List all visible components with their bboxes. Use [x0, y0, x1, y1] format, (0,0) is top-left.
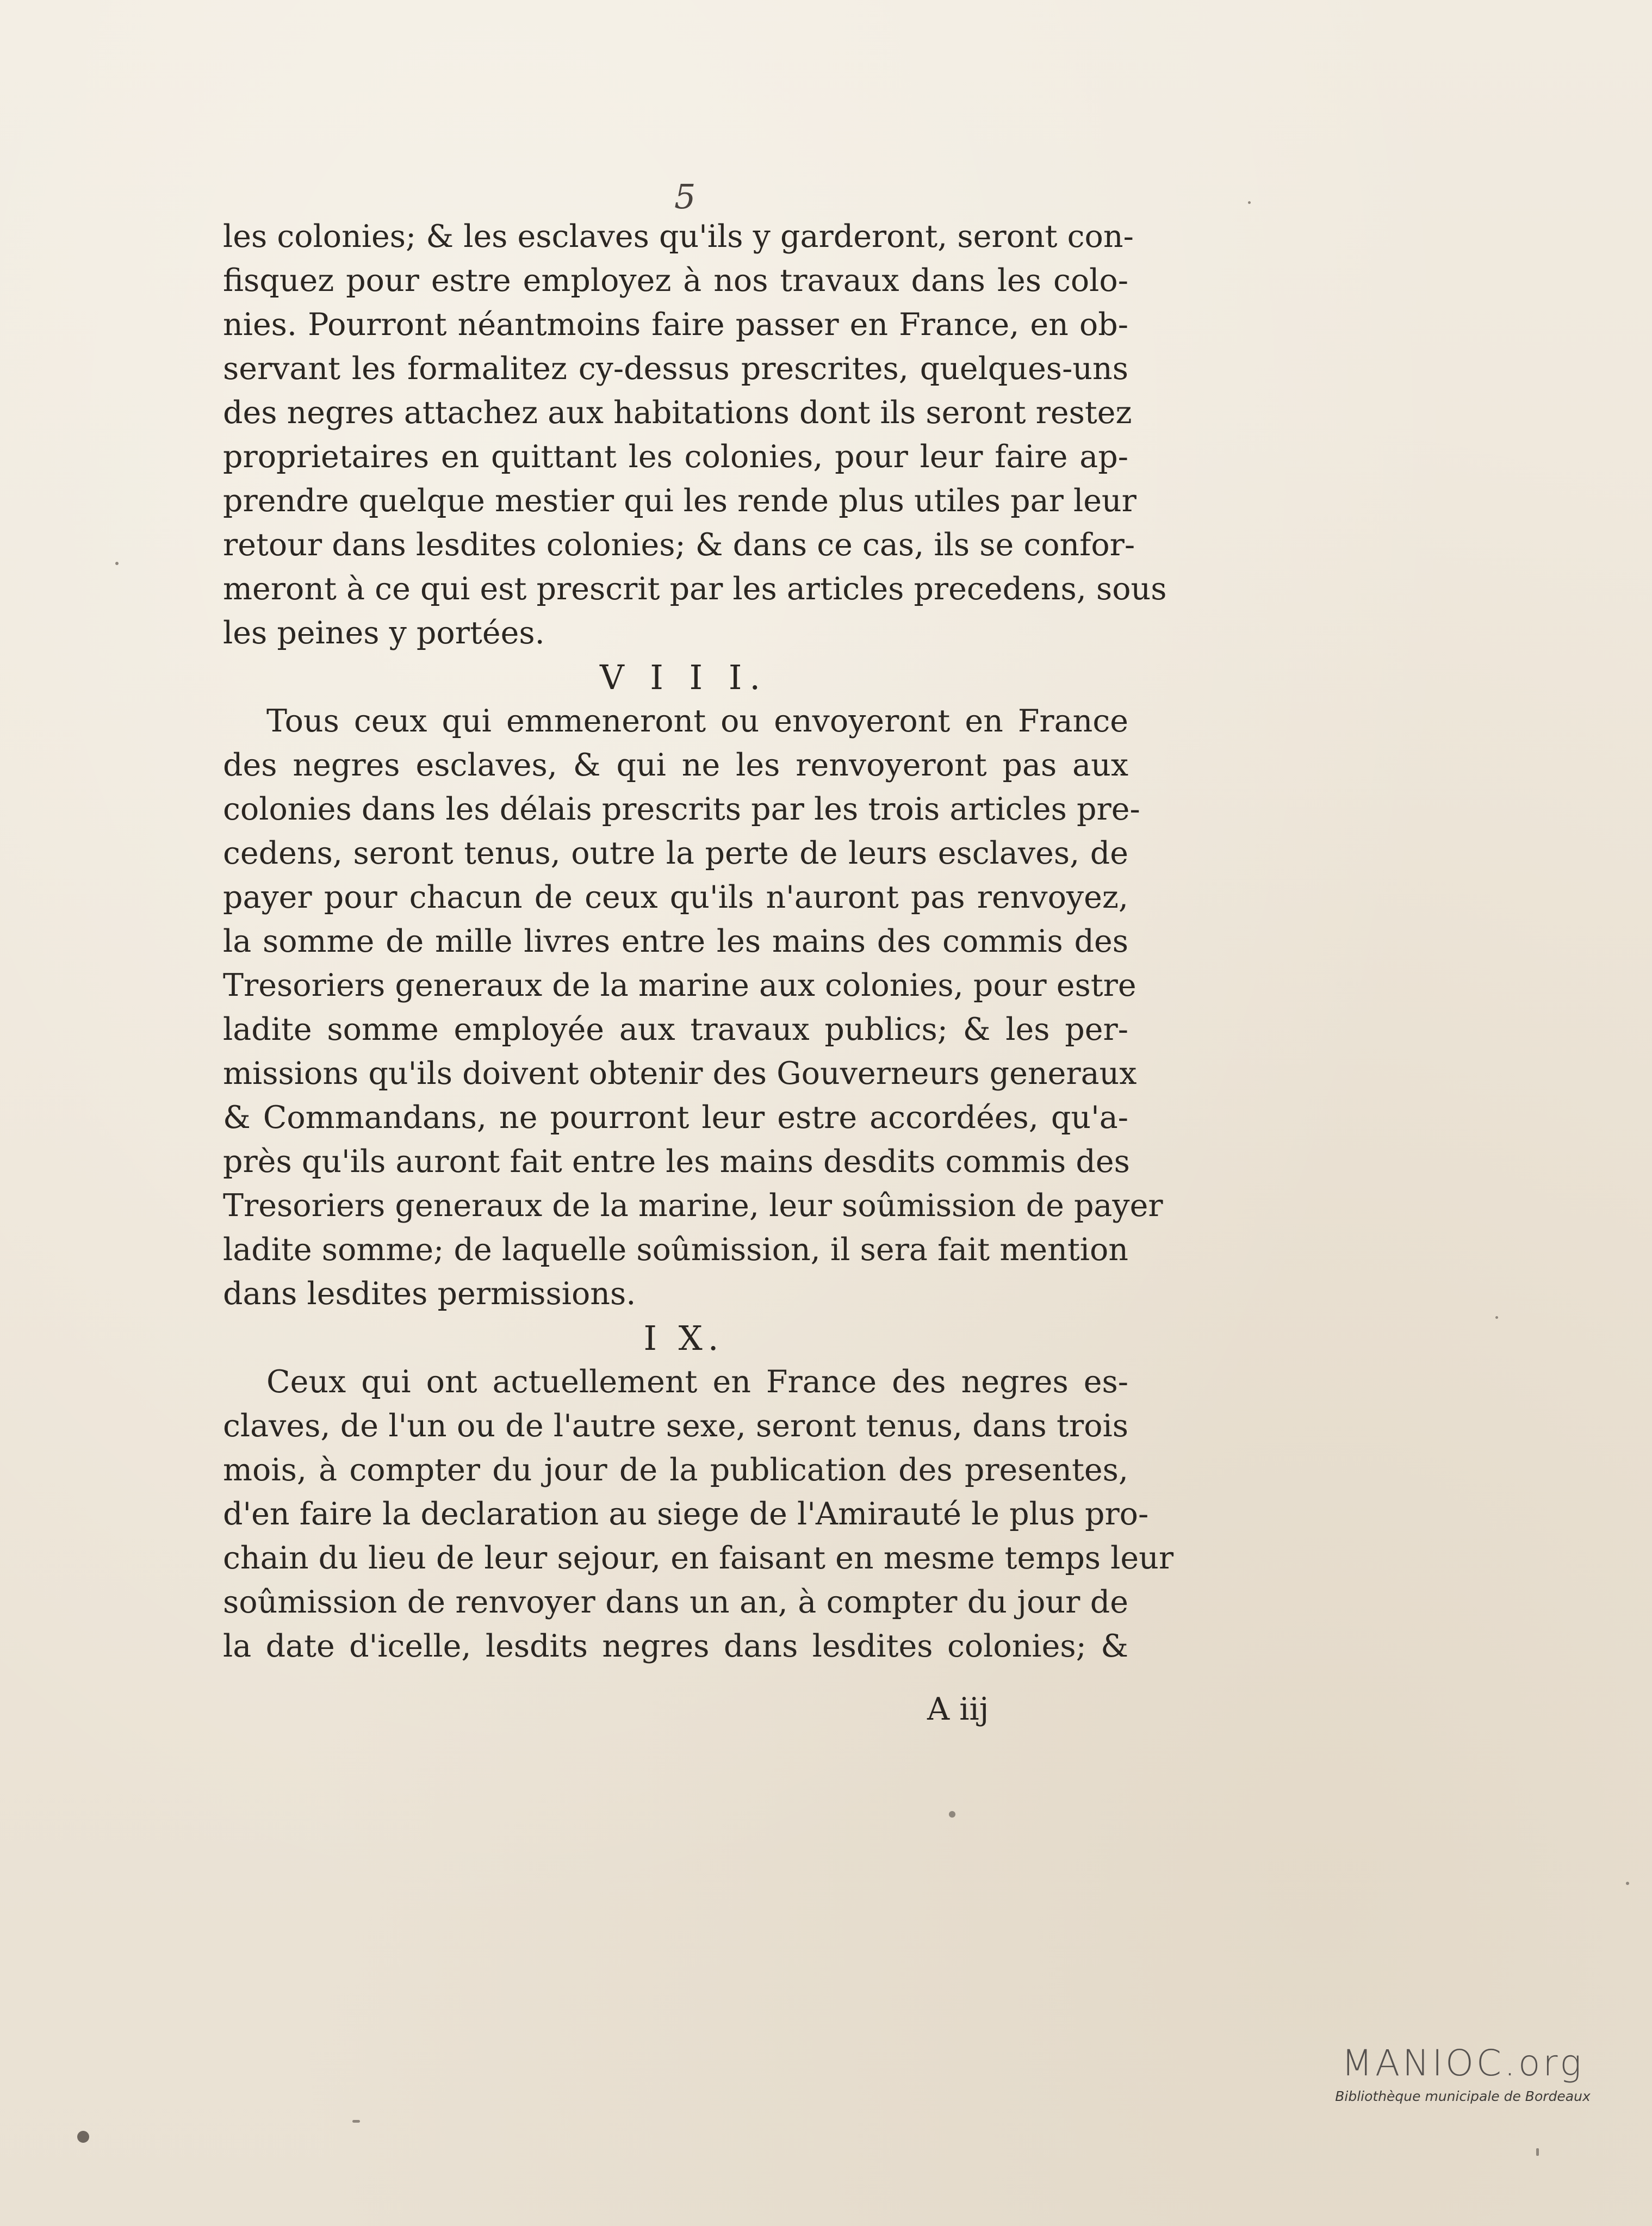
text-line: & Commandans, ne pourront leur estre accordées, qu'a-: [223, 1100, 1128, 1136]
text-line: la somme de mille livres entre les mains des commis des: [223, 923, 1128, 959]
text-line: des negres attachez aux habitations dont ils seront restez: [223, 395, 1132, 431]
text-line: Tous ceux qui emmeneront ou envoyeront en France: [266, 703, 1128, 739]
paper-speck: [1626, 1882, 1629, 1885]
text-line: nies. Pourront néantmoins faire passer en France, en ob-: [223, 307, 1128, 343]
text-line: d'en faire la declaration au siege de l'Amirauté le plus pro-: [223, 1496, 1149, 1532]
text-line: payer pour chacun de ceux qu'ils n'auront pas renvoyez,: [223, 879, 1128, 915]
paper-speck: [1495, 1316, 1498, 1319]
text-line: ladite somme; de laquelle soûmission, il sera fait mention: [223, 1232, 1128, 1268]
text-line: proprietaires en quittant les colonies, pour leur faire ap-: [223, 439, 1128, 475]
watermark-logo: MANIOC.org: [1342, 2042, 1584, 2084]
text-line: ladite somme employée aux travaux publics; & les per-: [223, 1012, 1128, 1047]
paper-speck: [115, 562, 119, 565]
text-line: mois, à compter du jour de la publication des presentes,: [223, 1452, 1128, 1488]
text-line: la date d'icelle, lesdits negres dans lesdites colonies; &: [223, 1628, 1128, 1664]
text-line: Tresoriers generaux de la marine aux colonies, pour estre: [223, 968, 1136, 1003]
paper-speck: [1536, 2148, 1539, 2156]
text-line: cedens, seront tenus, outre la perte de leurs esclaves, de: [223, 835, 1128, 871]
text-line: près qu'ils auront fait entre les mains desdits commis des: [223, 1144, 1130, 1180]
text-line: fisquez pour estre employez à nos travaux dans les colo-: [223, 263, 1128, 299]
text-line: Ceux qui ont actuellement en France des negres es-: [266, 1364, 1128, 1400]
page-number: 5: [674, 177, 696, 216]
paper-speck: [949, 1811, 955, 1818]
text-line: prendre quelque mestier qui les rende plus utiles par leur: [223, 483, 1136, 519]
text-line: retour dans lesdites colonies; & dans ce cas, ils se confor-: [223, 527, 1135, 563]
text-line: chain du lieu de leur sejour, en faisant en mesme temps leur: [223, 1540, 1174, 1576]
text-line: des negres esclaves, & qui ne les renvoyeront pas aux: [223, 747, 1128, 783]
watermark-subtitle: Bibliothèque municipale de Bordeaux: [1335, 2088, 1591, 2104]
text-line: Tresoriers generaux de la marine, leur soûmission de payer: [223, 1188, 1163, 1224]
paper-speck: [77, 2131, 89, 2143]
text-line: servant les formalitez cy-dessus prescrites, quelques-uns: [223, 351, 1128, 387]
text-line: meront à ce qui est prescrit par les articles precedens, sous: [223, 571, 1167, 607]
text-line: les colonies; & les esclaves qu'ils y garderont, seront con-: [223, 219, 1134, 255]
text-line: claves, de l'un ou de l'autre sexe, seront tenus, dans trois: [223, 1408, 1128, 1444]
article-heading-ix: I X.: [643, 1318, 724, 1358]
text-line: les peines y portées.: [223, 615, 545, 651]
text-line: missions qu'ils doivent obtenir des Gouverneurs generaux: [223, 1056, 1137, 1092]
text-line: dans lesdites permissions.: [223, 1276, 636, 1312]
paper-speck: [352, 2120, 360, 2123]
manioc-watermark: [1300, 2042, 1626, 2104]
text-line: colonies dans les délais prescrits par les trois articles pre-: [223, 791, 1140, 827]
text-body: [223, 215, 1174, 1669]
article-heading-viii: V I I I.: [599, 658, 768, 697]
paper-speck: [1248, 201, 1251, 204]
text-line: soûmission de renvoyer dans un an, à compter du jour de: [223, 1584, 1128, 1620]
signature-mark: A iij: [927, 1691, 989, 1727]
